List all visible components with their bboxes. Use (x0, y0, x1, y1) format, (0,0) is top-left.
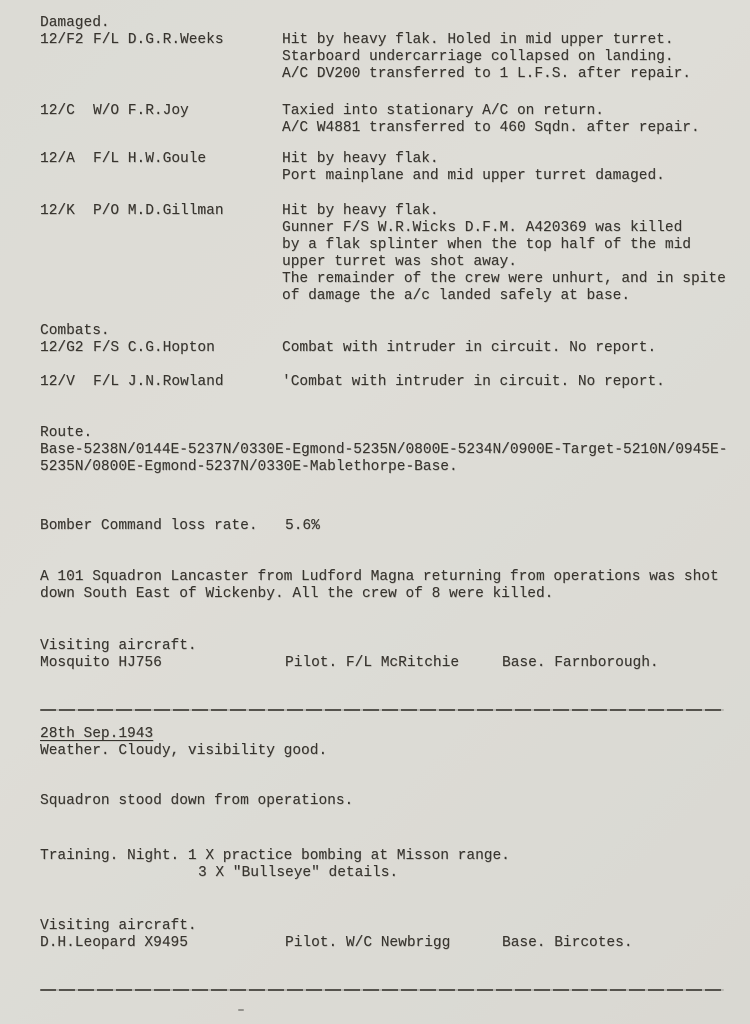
remark-line: 'Combat with intruder in circuit. No report. (282, 374, 665, 390)
note-line: down South East of Wickenby. All the crew of 8 were killed. (40, 586, 554, 602)
combat-entry (40, 374, 730, 391)
remark-line: upper turret was shot away. (282, 254, 517, 270)
route-heading: Route. (40, 425, 93, 441)
aircraft-code: 12/A (40, 151, 75, 167)
visiting-aircraft-row (40, 935, 730, 952)
damaged-entry (40, 203, 730, 305)
typed-divider-line (40, 989, 724, 991)
remark-line: A/C DV200 transferred to 1 L.F.S. after repair. (282, 66, 691, 82)
loss-rate-label: Bomber Command loss rate. (40, 518, 258, 534)
remark-line: Hit by heavy flak. (282, 203, 439, 219)
visiting-aircraft-pilot: Pilot. F/L McRitchie (285, 655, 460, 671)
aircraft-code: 12/V (40, 374, 75, 390)
remarks (282, 103, 730, 137)
aircraft-code: 12/G2 (40, 340, 84, 356)
visiting-aircraft-base: Base. Farnborough. (502, 655, 659, 671)
training-block (40, 848, 510, 882)
remark-line: Gunner F/S W.R.Wicks D.F.M. A420369 was killed (282, 220, 683, 236)
training-line: Training. Night. 1 X practice bombing at Misson range. (40, 848, 510, 864)
remark-line: Hit by heavy flak. Holed in mid upper turret. (282, 32, 674, 48)
remarks (282, 374, 730, 391)
visiting-aircraft-base: Base. Bircotes. (502, 935, 633, 951)
loss-note-paragraph (40, 569, 719, 603)
pilot-name: P/O M.D.Gillman (93, 203, 224, 219)
visiting-aircraft-name: D.H.Leopard X9495 (40, 935, 188, 951)
remarks (282, 151, 730, 185)
remark-line: Port mainplane and mid upper turret damaged. (282, 168, 665, 184)
remark-line: Taxied into stationary A/C on return. (282, 103, 604, 119)
remark-line: by a flak splinter when the top half of the mid (282, 237, 691, 253)
loss-rate-value: 5.6% (285, 518, 320, 534)
remark-line: Hit by heavy flak. (282, 151, 439, 167)
note-line: A 101 Squadron Lancaster from Ludford Magna returning from operations was shot (40, 569, 719, 585)
route-line: 5235N/0800E-Egmond-5237N/0330E-Mablethorpe-Base. (40, 459, 458, 475)
remarks (282, 203, 730, 305)
typed-divider-line (40, 709, 724, 711)
remark-line: Starboard undercarriage collapsed on landing. (282, 49, 674, 65)
remark-line: of damage the a/c landed safely at base. (282, 288, 631, 304)
damaged-entry (40, 151, 730, 185)
pilot-name: F/L D.G.R.Weeks (93, 32, 224, 48)
training-line: 3 X "Bullseye" details. (198, 865, 399, 881)
remark-line: A/C W4881 transferred to 460 Sqdn. after repair. (282, 120, 700, 136)
damaged-entry (40, 32, 730, 83)
damaged-heading: Damaged. (40, 15, 110, 31)
loss-rate-row (40, 518, 540, 535)
aircraft-code: 12/K (40, 203, 75, 219)
scan-artifact-speck (238, 1009, 244, 1011)
pilot-name: W/O F.R.Joy (93, 103, 189, 119)
aircraft-code: 12/C (40, 103, 75, 119)
pilot-name: F/L J.N.Rowland (93, 374, 224, 390)
date-heading: 28th Sep.1943 (40, 726, 154, 742)
combat-entry (40, 340, 730, 357)
aircraft-code: 12/F2 (40, 32, 84, 48)
route-line: Base-5238N/0144E-5237N/0330E-Egmond-5235N/0800E-5234N/0900E-Target-5210N/0945E- (40, 442, 728, 458)
squadron-status-line: Squadron stood down from operations. (40, 793, 354, 809)
route-description (40, 442, 727, 476)
pilot-name: F/S C.G.Hopton (93, 340, 215, 356)
remarks (282, 32, 730, 83)
damaged-entry (40, 103, 730, 137)
visiting-aircraft-row (40, 655, 730, 672)
combats-heading: Combats. (40, 323, 110, 339)
visiting-aircraft-pilot: Pilot. W/C Newbrigg (285, 935, 451, 951)
remark-line: Combat with intruder in circuit. No report. (282, 340, 657, 356)
remark-line: The remainder of the crew were unhurt, and in spite (282, 271, 726, 287)
pilot-name: F/L H.W.Goule (93, 151, 207, 167)
visiting-aircraft-heading: Visiting aircraft. (40, 638, 197, 654)
visiting-aircraft-name: Mosquito HJ756 (40, 655, 162, 671)
remarks (282, 340, 730, 357)
weather-line: Weather. Cloudy, visibility good. (40, 743, 328, 759)
visiting-aircraft-heading: Visiting aircraft. (40, 918, 197, 934)
